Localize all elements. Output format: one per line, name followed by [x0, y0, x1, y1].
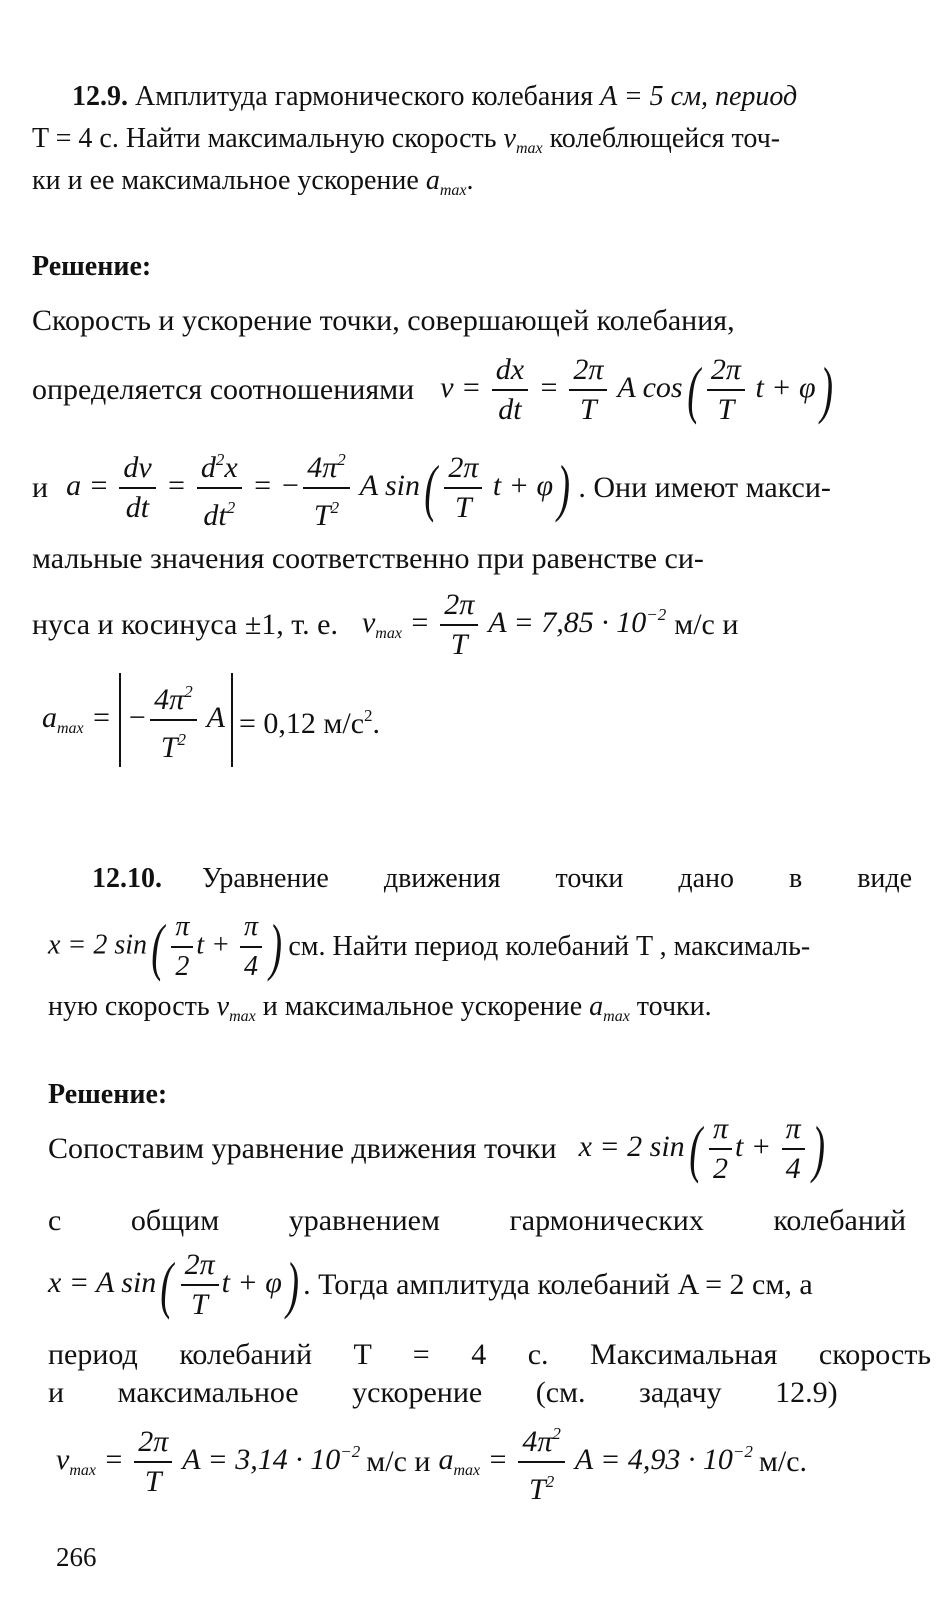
amax-result: = 0,12 $м/с^2$.: [238, 706, 381, 740]
problem-text: см. Найти период колебаний T , максималь-: [288, 931, 811, 962]
solution-2-line-4: период колебаний T = 4 с. Максимальная скорость: [48, 1338, 932, 1371]
problem-12-9-line-1: [72, 80, 797, 114]
solution-text: определяется соотношениями: [32, 373, 415, 406]
amplitude-value: A = 5 см, период: [600, 81, 798, 112]
amax-symbol: $a_{max}$: [425, 165, 467, 199]
vmax-formula: $v_{max}$ = $\frac{2\pi}{T}$ $A = 3,14 \cdot 10^{-2}$: [56, 1425, 361, 1498]
problem-text: ки и ее максимальное ускорение: [32, 165, 419, 196]
solution-2-line-5: и максимальное ускорение (см. задачу 12.9): [48, 1376, 838, 1409]
problem-12-10-line-3: [48, 990, 712, 1034]
solution-text: и: [32, 471, 49, 504]
problem-text: ную скорость: [48, 991, 210, 1022]
acceleration-formula: a = $\frac{dv}{dt}$ = $\frac{d^2x}{dt^2}$ = − $\frac{4\pi^2}{T^2}$ A sin( $\frac{2\pi}{T}$ t + φ): [66, 441, 574, 535]
vmax-formula: $v_{max}$ = $\frac{2\pi}{T}$ $A = 7,85 \cdot 10^{-2}$: [361, 588, 667, 661]
motion-equation: x = 2 sin( $\frac{\pi}{2}$ t + $\frac{\pi}{4}$ ): [48, 908, 286, 986]
problem-12-9-line-2: [32, 122, 780, 166]
vmax-symbol: $v_{max}$: [216, 991, 256, 1025]
general-equation: x = A sin( $\frac{2\pi}{T}$ t + φ): [48, 1248, 299, 1321]
solution-line-4: мальные значения соответственно при равенстве си-: [32, 542, 704, 575]
page-number: 266: [56, 1542, 97, 1572]
solution-line-6: [42, 672, 380, 768]
solution-text: м/с и: [366, 1445, 431, 1478]
solution-text: . Они имеют макси-: [578, 471, 831, 504]
solution-2-line-2: с общим уравнением гармонических колебаний: [48, 1204, 907, 1237]
solution-line-3: [32, 438, 831, 538]
solution-2-line-1: [48, 1104, 829, 1194]
vmax-symbol: $v_{max}$: [503, 123, 543, 157]
problem-number: 12.10.: [92, 863, 162, 894]
solution-heading: Решение:: [32, 251, 152, 282]
solution-line-2: [32, 345, 837, 435]
solution-text: нуса и косинуса ±1, т. е.: [32, 608, 338, 641]
problem-12-9-line-3: ки и ее максимальное ускорение $a_{max}$.: [32, 165, 474, 199]
amax-formula: $a_{max}$ = − $\frac{4\pi^2}{T^2}$ A: [42, 673, 233, 767]
amax-symbol: $a_{max}$: [589, 991, 630, 1025]
solution-text: Сопоставим уравнение движения точки: [48, 1132, 557, 1165]
solution-2-line-3: [48, 1240, 813, 1330]
solution-line-1: Скорость и ускорение точки, совершающей колебания,: [32, 304, 735, 337]
problem-text: Амплитуда гармонического колебания: [135, 81, 594, 112]
solution-text: м/с и: [674, 608, 739, 641]
problem-text: T = 4 с. Найти максимальную скорость: [32, 123, 497, 154]
problem-text: точки.: [636, 991, 712, 1022]
problem-text: Уравнение движения точки дано в виде: [202, 863, 913, 894]
amax-formula: $a_{max}$ = $\frac{4\pi^2}{T^2}$ $A = 4,93 \cdot 10^{-2}$: [438, 1415, 752, 1509]
problem-number: 12.9.: [72, 81, 128, 112]
problem-text: колеблющейся точ-: [549, 123, 781, 154]
velocity-formula: v = $\frac{dx}{dt}$ = $\frac{2\pi}{T}$ A cos( $\frac{2\pi}{T}$ t + φ): [440, 353, 833, 426]
problem-text: и максимальное ускорение: [262, 991, 583, 1022]
solution-2-line-6: [56, 1414, 807, 1510]
problem-12-10-line-1: [92, 862, 913, 896]
solution-text: м/с.: [758, 1445, 808, 1478]
solution-text: . Тогда амплитуда колебаний A = 2 см, а: [303, 1268, 813, 1301]
problem-12-10-line-2: [48, 902, 810, 992]
motion-equation: x = 2 sin( $\frac{\pi}{2}$ t + $\frac{\pi}{4}$ ): [578, 1112, 825, 1185]
solution-heading: Решение:: [48, 1079, 168, 1110]
solution-line-5: [32, 580, 738, 670]
